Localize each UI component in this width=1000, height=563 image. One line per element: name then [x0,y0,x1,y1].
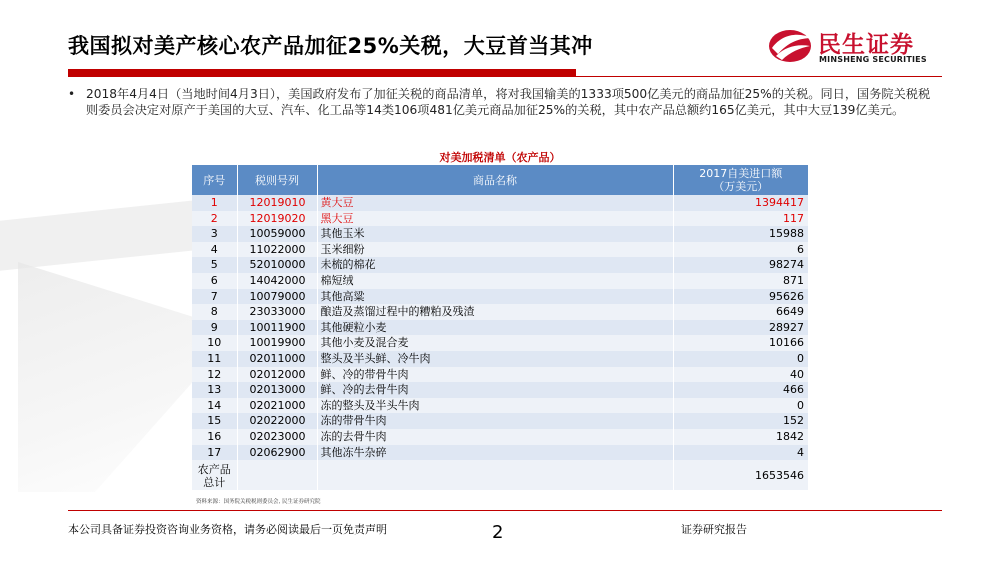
table-row [192,367,808,383]
table-row [192,242,808,258]
title-accent-bar [68,69,576,77]
cell-no: 1 [192,195,237,211]
cell-code: 02013000 [237,382,317,398]
table-total-row [192,460,808,490]
cell-name: 冻的带骨牛肉 [317,413,673,429]
total-value: 1653546 [673,460,808,490]
cell-code: 10059000 [237,226,317,242]
cell-code: 10079000 [237,289,317,305]
cell-no: 3 [192,226,237,242]
total-label [192,460,237,490]
cell-value: 28927 [673,320,808,336]
cell-name: 酿造及蒸馏过程中的糟粕及残渣 [317,304,673,320]
cell-name: 整头及半头鲜、冷牛肉 [317,351,673,367]
table-row [192,398,808,414]
table-row [192,413,808,429]
cell-name: 冻的整头及半头牛肉 [317,398,673,414]
cell-code: 02021000 [237,398,317,414]
cell-name: 鲜、冷的去骨牛肉 [317,382,673,398]
table-row [192,211,808,227]
cell-no: 15 [192,413,237,429]
cell-no: 5 [192,257,237,273]
cell-no: 2 [192,211,237,227]
cell-code: 02022000 [237,413,317,429]
cell-value: 0 [673,398,808,414]
cell-value: 40 [673,367,808,383]
tariff-table [192,165,808,490]
table-row [192,429,808,445]
header-value [673,165,808,195]
cell-no: 13 [192,382,237,398]
page-number: 2 [492,522,504,543]
source-note: 资料来源：国务院关税税则委员会, 民生证券研究院 [196,499,321,505]
cell-code: 02023000 [237,429,317,445]
table-row [192,273,808,289]
cell-name: 其他硬粒小麦 [317,320,673,336]
cell-value: 95626 [673,289,808,305]
cell-name: 棉短绒 [317,273,673,289]
cell-no: 11 [192,351,237,367]
cell-name: 其他小麦及混合麦 [317,335,673,351]
cell-value: 152 [673,413,808,429]
cell-code: 10011900 [237,320,317,336]
total-label-line2: 总计 [203,475,226,489]
cell-value: 1394417 [673,195,808,211]
table-header-row [192,165,808,195]
bullet-paragraph [68,86,938,118]
table-row [192,226,808,242]
table-row [192,320,808,336]
cell-name: 鲜、冷的带骨牛肉 [317,367,673,383]
minsheng-logo-icon [768,26,814,64]
cell-code: 02011000 [237,351,317,367]
cell-name: 黄大豆 [317,195,673,211]
cell-value: 98274 [673,257,808,273]
cell-code [237,460,317,490]
cell-no: 9 [192,320,237,336]
cell-value: 15988 [673,226,808,242]
cell-no: 8 [192,304,237,320]
footer-report-type: 证券研究报告 [681,523,747,536]
cell-value: 117 [673,211,808,227]
table-row [192,289,808,305]
title-divider [576,76,942,77]
cell-value: 0 [673,351,808,367]
cell-name: 黑大豆 [317,211,673,227]
bullet-text: 2018年4月4日（当地时间4月3日），美国政府发布了加征关税的商品清单，将对我国输美的1333项500亿美元的商品加征25%的关税。同日，国务院关税税则委员会决定对原产于美国的大豆、汽车、化工品等14类106项481亿美元商品加征25%的关税，其中农产品总额约165亿美元，其中大豆139亿美元。 [86,87,931,117]
cell-code: 02012000 [237,367,317,383]
cell-value: 466 [673,382,808,398]
header-value-line2: （万美元） [713,180,769,193]
cell-value: 1842 [673,429,808,445]
cell-no: 6 [192,273,237,289]
cell-value: 10166 [673,335,808,351]
table-row [192,195,808,211]
cell-name: 冻的去骨牛肉 [317,429,673,445]
cell-name [317,460,673,490]
cell-code: 12019010 [237,195,317,211]
cell-no: 7 [192,289,237,305]
header-name: 商品名称 [317,165,673,195]
cell-name: 玉米细粉 [317,242,673,258]
cell-code: 11022000 [237,242,317,258]
header-value-line1: 2017自美进口额 [699,167,783,180]
logo-english-name: MINSHENG SECURITIES [819,55,927,64]
cell-code: 14042000 [237,273,317,289]
cell-no: 12 [192,367,237,383]
cell-code: 02062900 [237,445,317,461]
table-row [192,335,808,351]
bullet-marker: • [68,87,76,101]
cell-name: 其他冻牛杂碎 [317,445,673,461]
table-row [192,382,808,398]
table-row [192,445,808,461]
total-label-line1: 农产品 [197,462,231,476]
cell-value: 4 [673,445,808,461]
cell-code: 52010000 [237,257,317,273]
cell-value: 871 [673,273,808,289]
cell-no: 16 [192,429,237,445]
cell-value: 6 [673,242,808,258]
cell-name: 其他玉米 [317,226,673,242]
footer-disclaimer: 本公司具备证券投资咨询业务资格，请务必阅读最后一页免责声明 [68,523,387,536]
cell-code: 10019900 [237,335,317,351]
cell-value: 6649 [673,304,808,320]
cell-no: 10 [192,335,237,351]
cell-no: 4 [192,242,237,258]
cell-name: 其他高粱 [317,289,673,305]
footer-divider [68,510,942,511]
cell-no: 17 [192,445,237,461]
cell-name: 未梳的棉花 [317,257,673,273]
cell-code: 12019020 [237,211,317,227]
table-row [192,257,808,273]
table-row [192,304,808,320]
logo-chinese-name: 民生证券 [818,32,914,58]
header-code: 税则号列 [237,165,317,195]
company-logo [768,24,946,68]
table-row [192,351,808,367]
page-title: 我国拟对美产核心农产品加征25%关税，大豆首当其冲 [68,34,593,58]
cell-no: 14 [192,398,237,414]
table-title: 对美加税清单（农产品） [439,151,561,164]
cell-code: 23033000 [237,304,317,320]
header-no: 序号 [192,165,237,195]
